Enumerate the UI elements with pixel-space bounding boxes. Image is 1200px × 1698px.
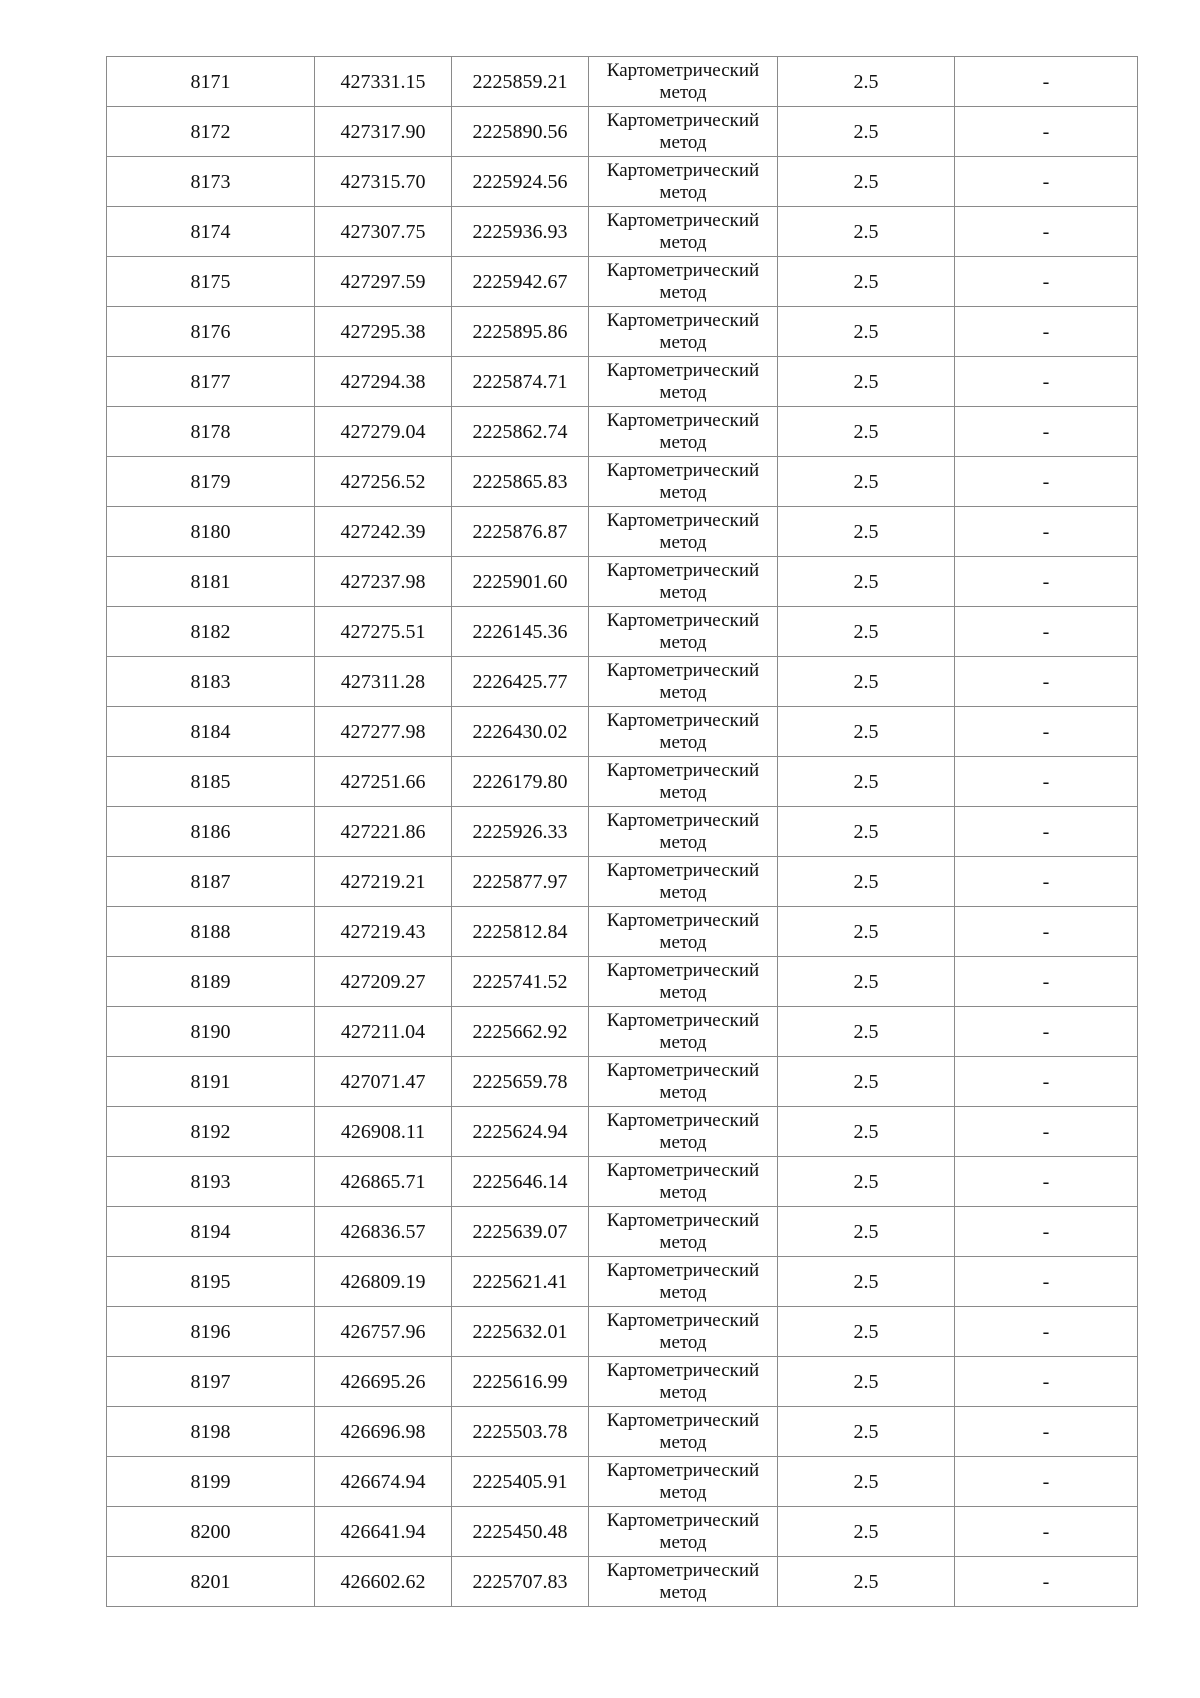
y-coordinate-cell: 2225503.78 (452, 1407, 589, 1457)
note-cell: - (955, 657, 1138, 707)
point-number-cell: 8178 (107, 407, 315, 457)
accuracy-cell: 2.5 (778, 1157, 955, 1207)
accuracy-cell: 2.5 (778, 157, 955, 207)
method-cell (589, 1557, 778, 1607)
coordinates-table-body (107, 57, 1138, 1607)
y-coordinate-cell: 2225874.71 (452, 357, 589, 407)
method-line-1: Картометрический (606, 759, 760, 781)
method-cell (589, 857, 778, 907)
note-cell: - (955, 107, 1138, 157)
note-cell: - (955, 857, 1138, 907)
point-number-cell: 8199 (107, 1457, 315, 1507)
method-line-1: Картометрический (606, 1109, 760, 1131)
method-cell (589, 557, 778, 607)
accuracy-cell: 2.5 (778, 307, 955, 357)
method-line-1: Картометрический (606, 209, 760, 231)
x-coordinate-cell: 427295.38 (315, 307, 452, 357)
method-line-2: метод (659, 1081, 707, 1103)
note-cell: - (955, 1307, 1138, 1357)
method-cell (589, 357, 778, 407)
method-cell (589, 1507, 778, 1557)
accuracy-cell: 2.5 (778, 507, 955, 557)
point-number-cell: 8201 (107, 1557, 315, 1607)
method-line-1: Картометрический (606, 259, 760, 281)
accuracy-cell: 2.5 (778, 1507, 955, 1557)
accuracy-cell: 2.5 (778, 1557, 955, 1607)
point-number-cell: 8172 (107, 107, 315, 157)
method-cell (589, 1157, 778, 1207)
method-line-2: метод (659, 781, 707, 803)
point-number-cell: 8189 (107, 957, 315, 1007)
y-coordinate-cell: 2225662.92 (452, 1007, 589, 1057)
x-coordinate-cell: 427331.15 (315, 57, 452, 107)
note-cell: - (955, 1407, 1138, 1457)
y-coordinate-cell: 2225876.87 (452, 507, 589, 557)
note-cell: - (955, 257, 1138, 307)
method-line-1: Картометрический (606, 409, 760, 431)
method-line-1: Картометрический (606, 609, 760, 631)
method-cell (589, 1207, 778, 1257)
method-line-2: метод (659, 181, 707, 203)
y-coordinate-cell: 2225812.84 (452, 907, 589, 957)
y-coordinate-cell: 2225616.99 (452, 1357, 589, 1407)
point-number-cell: 8197 (107, 1357, 315, 1407)
point-number-cell: 8182 (107, 607, 315, 657)
method-line-2: метод (659, 381, 707, 403)
method-line-1: Картометрический (606, 1559, 760, 1581)
y-coordinate-cell: 2225639.07 (452, 1207, 589, 1257)
accuracy-cell: 2.5 (778, 1457, 955, 1507)
point-number-cell: 8190 (107, 1007, 315, 1057)
point-number-cell: 8196 (107, 1307, 315, 1357)
table-row (107, 1357, 1138, 1407)
method-cell (589, 507, 778, 557)
x-coordinate-cell: 426809.19 (315, 1257, 452, 1307)
x-coordinate-cell: 426602.62 (315, 1557, 452, 1607)
table-row (107, 257, 1138, 307)
method-line-1: Картометрический (606, 509, 760, 531)
method-line-1: Картометрический (606, 909, 760, 931)
x-coordinate-cell: 427311.28 (315, 657, 452, 707)
accuracy-cell: 2.5 (778, 807, 955, 857)
accuracy-cell: 2.5 (778, 1257, 955, 1307)
table-row (107, 907, 1138, 957)
method-cell (589, 1357, 778, 1407)
method-line-2: метод (659, 981, 707, 1003)
table-row (107, 457, 1138, 507)
note-cell: - (955, 407, 1138, 457)
accuracy-cell: 2.5 (778, 1207, 955, 1257)
table-row (107, 1207, 1138, 1257)
table-row (107, 507, 1138, 557)
accuracy-cell: 2.5 (778, 1307, 955, 1357)
x-coordinate-cell: 426674.94 (315, 1457, 452, 1507)
method-line-1: Картометрический (606, 309, 760, 331)
method-line-1: Картометрический (606, 959, 760, 981)
table-row (107, 357, 1138, 407)
y-coordinate-cell: 2225659.78 (452, 1057, 589, 1107)
method-line-1: Картометрический (606, 1009, 760, 1031)
y-coordinate-cell: 2226430.02 (452, 707, 589, 757)
y-coordinate-cell: 2225450.48 (452, 1507, 589, 1557)
accuracy-cell: 2.5 (778, 1007, 955, 1057)
method-line-2: метод (659, 281, 707, 303)
y-coordinate-cell: 2225865.83 (452, 457, 589, 507)
x-coordinate-cell: 427317.90 (315, 107, 452, 157)
note-cell: - (955, 1507, 1138, 1557)
point-number-cell: 8175 (107, 257, 315, 307)
method-line-1: Картометрический (606, 559, 760, 581)
table-row (107, 1557, 1138, 1607)
note-cell: - (955, 1557, 1138, 1607)
note-cell: - (955, 1007, 1138, 1057)
point-number-cell: 8177 (107, 357, 315, 407)
note-cell: - (955, 1107, 1138, 1157)
table-row (107, 1507, 1138, 1557)
y-coordinate-cell: 2225942.67 (452, 257, 589, 307)
method-cell (589, 907, 778, 957)
method-line-2: метод (659, 431, 707, 453)
method-line-2: метод (659, 1531, 707, 1553)
method-line-2: метод (659, 931, 707, 953)
table-row (107, 307, 1138, 357)
x-coordinate-cell: 426695.26 (315, 1357, 452, 1407)
y-coordinate-cell: 2225895.86 (452, 307, 589, 357)
table-row (107, 1107, 1138, 1157)
table-row (107, 657, 1138, 707)
method-line-1: Картометрический (606, 709, 760, 731)
note-cell: - (955, 357, 1138, 407)
method-line-2: метод (659, 581, 707, 603)
y-coordinate-cell: 2225926.33 (452, 807, 589, 857)
note-cell: - (955, 157, 1138, 207)
accuracy-cell: 2.5 (778, 607, 955, 657)
note-cell: - (955, 907, 1138, 957)
method-line-2: метод (659, 831, 707, 853)
method-cell (589, 107, 778, 157)
accuracy-cell: 2.5 (778, 1107, 955, 1157)
y-coordinate-cell: 2225646.14 (452, 1157, 589, 1207)
method-cell (589, 757, 778, 807)
table-row (107, 707, 1138, 757)
method-line-1: Картометрический (606, 1309, 760, 1331)
y-coordinate-cell: 2225405.91 (452, 1457, 589, 1507)
method-line-1: Картометрический (606, 1359, 760, 1381)
method-line-2: метод (659, 331, 707, 353)
point-number-cell: 8186 (107, 807, 315, 857)
point-number-cell: 8183 (107, 657, 315, 707)
x-coordinate-cell: 427219.43 (315, 907, 452, 957)
x-coordinate-cell: 427307.75 (315, 207, 452, 257)
method-cell (589, 1057, 778, 1107)
method-line-1: Картометрический (606, 59, 760, 81)
point-number-cell: 8179 (107, 457, 315, 507)
point-number-cell: 8195 (107, 1257, 315, 1307)
method-line-1: Картометрический (606, 859, 760, 881)
method-line-2: метод (659, 81, 707, 103)
table-row (107, 57, 1138, 107)
table-row (107, 957, 1138, 1007)
y-coordinate-cell: 2226179.80 (452, 757, 589, 807)
point-number-cell: 8188 (107, 907, 315, 957)
y-coordinate-cell: 2226145.36 (452, 607, 589, 657)
point-number-cell: 8194 (107, 1207, 315, 1257)
note-cell: - (955, 1207, 1138, 1257)
method-line-1: Картометрический (606, 1459, 760, 1481)
note-cell: - (955, 1057, 1138, 1107)
method-line-2: метод (659, 481, 707, 503)
note-cell: - (955, 607, 1138, 657)
method-cell (589, 457, 778, 507)
note-cell: - (955, 1457, 1138, 1507)
method-line-2: метод (659, 1431, 707, 1453)
method-cell (589, 157, 778, 207)
method-line-2: метод (659, 681, 707, 703)
x-coordinate-cell: 426696.98 (315, 1407, 452, 1457)
note-cell: - (955, 1357, 1138, 1407)
y-coordinate-cell: 2225859.21 (452, 57, 589, 107)
accuracy-cell: 2.5 (778, 1357, 955, 1407)
y-coordinate-cell: 2225707.83 (452, 1557, 589, 1607)
method-line-1: Картометрический (606, 159, 760, 181)
y-coordinate-cell: 2225890.56 (452, 107, 589, 157)
y-coordinate-cell: 2225862.74 (452, 407, 589, 457)
y-coordinate-cell: 2225632.01 (452, 1307, 589, 1357)
method-line-1: Картометрический (606, 659, 760, 681)
method-line-2: метод (659, 1131, 707, 1153)
method-cell (589, 807, 778, 857)
note-cell: - (955, 957, 1138, 1007)
method-line-2: метод (659, 131, 707, 153)
accuracy-cell: 2.5 (778, 107, 955, 157)
accuracy-cell: 2.5 (778, 657, 955, 707)
x-coordinate-cell: 427294.38 (315, 357, 452, 407)
accuracy-cell: 2.5 (778, 907, 955, 957)
accuracy-cell: 2.5 (778, 1057, 955, 1107)
method-line-2: метод (659, 1581, 707, 1603)
method-cell (589, 707, 778, 757)
x-coordinate-cell: 427279.04 (315, 407, 452, 457)
method-cell (589, 1107, 778, 1157)
accuracy-cell: 2.5 (778, 557, 955, 607)
method-line-2: метод (659, 1031, 707, 1053)
point-number-cell: 8191 (107, 1057, 315, 1107)
method-cell (589, 307, 778, 357)
accuracy-cell: 2.5 (778, 707, 955, 757)
method-cell (589, 1007, 778, 1057)
note-cell: - (955, 1257, 1138, 1307)
note-cell: - (955, 307, 1138, 357)
y-coordinate-cell: 2225877.97 (452, 857, 589, 907)
table-row (107, 607, 1138, 657)
point-number-cell: 8180 (107, 507, 315, 557)
x-coordinate-cell: 427209.27 (315, 957, 452, 1007)
table-row (107, 1307, 1138, 1357)
x-coordinate-cell: 426641.94 (315, 1507, 452, 1557)
table-row (107, 207, 1138, 257)
method-cell (589, 657, 778, 707)
method-cell (589, 1457, 778, 1507)
point-number-cell: 8200 (107, 1507, 315, 1557)
method-cell (589, 257, 778, 307)
accuracy-cell: 2.5 (778, 207, 955, 257)
point-number-cell: 8176 (107, 307, 315, 357)
x-coordinate-cell: 427275.51 (315, 607, 452, 657)
x-coordinate-cell: 427242.39 (315, 507, 452, 557)
y-coordinate-cell: 2225741.52 (452, 957, 589, 1007)
x-coordinate-cell: 427221.86 (315, 807, 452, 857)
note-cell: - (955, 807, 1138, 857)
note-cell: - (955, 457, 1138, 507)
accuracy-cell: 2.5 (778, 457, 955, 507)
method-line-2: метод (659, 1381, 707, 1403)
accuracy-cell: 2.5 (778, 357, 955, 407)
x-coordinate-cell: 427256.52 (315, 457, 452, 507)
table-row (107, 107, 1138, 157)
point-number-cell: 8185 (107, 757, 315, 807)
method-cell (589, 57, 778, 107)
table-row (107, 557, 1138, 607)
method-line-1: Картометрический (606, 109, 760, 131)
x-coordinate-cell: 427237.98 (315, 557, 452, 607)
method-line-2: метод (659, 731, 707, 753)
x-coordinate-cell: 427277.98 (315, 707, 452, 757)
note-cell: - (955, 57, 1138, 107)
method-line-2: метод (659, 881, 707, 903)
note-cell: - (955, 757, 1138, 807)
x-coordinate-cell: 427211.04 (315, 1007, 452, 1057)
method-line-1: Картометрический (606, 1409, 760, 1431)
point-number-cell: 8192 (107, 1107, 315, 1157)
table-row (107, 1057, 1138, 1107)
point-number-cell: 8184 (107, 707, 315, 757)
x-coordinate-cell: 426908.11 (315, 1107, 452, 1157)
x-coordinate-cell: 427297.59 (315, 257, 452, 307)
y-coordinate-cell: 2226425.77 (452, 657, 589, 707)
x-coordinate-cell: 426757.96 (315, 1307, 452, 1357)
x-coordinate-cell: 427315.70 (315, 157, 452, 207)
method-line-1: Картометрический (606, 1059, 760, 1081)
y-coordinate-cell: 2225924.56 (452, 157, 589, 207)
method-cell (589, 957, 778, 1007)
accuracy-cell: 2.5 (778, 407, 955, 457)
coordinates-table (106, 56, 1138, 1607)
note-cell: - (955, 1157, 1138, 1207)
y-coordinate-cell: 2225621.41 (452, 1257, 589, 1307)
x-coordinate-cell: 426865.71 (315, 1157, 452, 1207)
method-line-2: метод (659, 1281, 707, 1303)
note-cell: - (955, 707, 1138, 757)
method-line-2: метод (659, 1181, 707, 1203)
table-row (107, 807, 1138, 857)
note-cell: - (955, 507, 1138, 557)
x-coordinate-cell: 427251.66 (315, 757, 452, 807)
method-line-2: метод (659, 1481, 707, 1503)
note-cell: - (955, 207, 1138, 257)
point-number-cell: 8173 (107, 157, 315, 207)
method-line-2: метод (659, 631, 707, 653)
method-line-1: Картометрический (606, 1209, 760, 1231)
table-row (107, 1457, 1138, 1507)
point-number-cell: 8198 (107, 1407, 315, 1457)
method-line-1: Картометрический (606, 809, 760, 831)
y-coordinate-cell: 2225624.94 (452, 1107, 589, 1157)
method-line-1: Картометрический (606, 359, 760, 381)
method-line-1: Картометрический (606, 1159, 760, 1181)
table-row (107, 857, 1138, 907)
table-row (107, 157, 1138, 207)
accuracy-cell: 2.5 (778, 857, 955, 907)
y-coordinate-cell: 2225936.93 (452, 207, 589, 257)
y-coordinate-cell: 2225901.60 (452, 557, 589, 607)
method-line-2: метод (659, 531, 707, 553)
accuracy-cell: 2.5 (778, 757, 955, 807)
method-cell (589, 1307, 778, 1357)
x-coordinate-cell: 427219.21 (315, 857, 452, 907)
method-cell (589, 1407, 778, 1457)
method-cell (589, 407, 778, 457)
point-number-cell: 8171 (107, 57, 315, 107)
x-coordinate-cell: 427071.47 (315, 1057, 452, 1107)
x-coordinate-cell: 426836.57 (315, 1207, 452, 1257)
note-cell: - (955, 557, 1138, 607)
method-line-1: Картометрический (606, 1259, 760, 1281)
table-row (107, 1257, 1138, 1307)
accuracy-cell: 2.5 (778, 957, 955, 1007)
point-number-cell: 8174 (107, 207, 315, 257)
method-cell (589, 1257, 778, 1307)
method-cell (589, 207, 778, 257)
method-cell (589, 607, 778, 657)
accuracy-cell: 2.5 (778, 257, 955, 307)
table-row (107, 1407, 1138, 1457)
method-line-2: метод (659, 231, 707, 253)
table-row (107, 757, 1138, 807)
point-number-cell: 8181 (107, 557, 315, 607)
accuracy-cell: 2.5 (778, 57, 955, 107)
accuracy-cell: 2.5 (778, 1407, 955, 1457)
point-number-cell: 8193 (107, 1157, 315, 1207)
method-line-1: Картометрический (606, 1509, 760, 1531)
method-line-2: метод (659, 1331, 707, 1353)
table-row (107, 407, 1138, 457)
table-row (107, 1007, 1138, 1057)
point-number-cell: 8187 (107, 857, 315, 907)
method-line-2: метод (659, 1231, 707, 1253)
method-line-1: Картометрический (606, 459, 760, 481)
table-row (107, 1157, 1138, 1207)
